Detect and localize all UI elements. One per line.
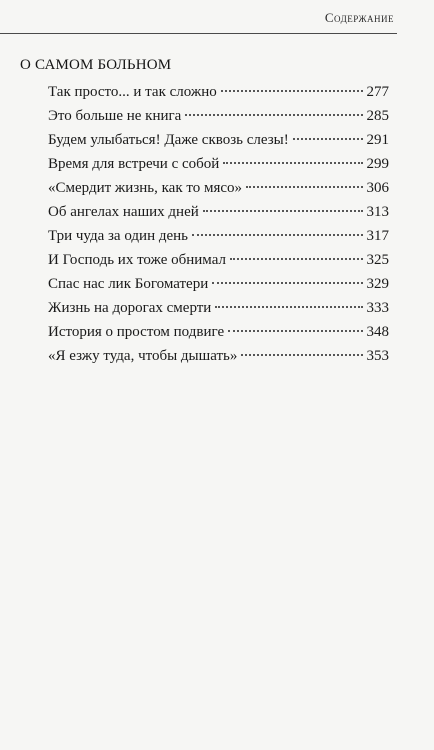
toc-entry-title: Три чуда за один день [48, 228, 189, 244]
toc-entry-page: 333 [366, 300, 389, 316]
toc-entry-title: Так просто... и так сложно [48, 84, 217, 100]
toc-entry-page: 291 [366, 132, 389, 148]
toc-entry-title: Жизнь на дорогах смерти [48, 300, 212, 316]
toc-entry-page: 313 [366, 204, 389, 220]
toc-entry-title: Время для встречи с собой [48, 156, 220, 172]
toc-entry [48, 176, 389, 200]
toc-entry [48, 104, 389, 128]
toc-entry-title: И Господь их тоже обнимал [48, 252, 226, 268]
dot-leader [246, 186, 362, 188]
toc-entry-page: 348 [366, 324, 389, 340]
toc-entry-title: Об ангелах наших дней [48, 204, 199, 220]
toc-entry [48, 80, 389, 104]
running-header: Содержание [324, 10, 394, 25]
dot-leader [223, 162, 362, 164]
section-title: О САМОМ БОЛЬНОМ [20, 57, 172, 73]
toc-entry-page: 299 [366, 156, 389, 172]
header-rule [0, 33, 397, 34]
toc-entry [48, 152, 389, 176]
dot-leader [228, 330, 362, 332]
toc-entry [48, 296, 389, 320]
toc-entry [48, 272, 389, 296]
toc-entry [48, 320, 389, 344]
dot-leader [230, 258, 363, 260]
toc-entry [48, 248, 389, 272]
toc-entry-title: «Я езжу туда, чтобы дышать» [48, 348, 238, 364]
toc-entry-page: 277 [366, 84, 389, 100]
toc-entry-page: 325 [366, 252, 389, 268]
toc-entry [48, 128, 389, 152]
toc-entry-page: 285 [366, 108, 389, 124]
toc-entry-title: «Смердит жизнь, как то мясо» [48, 180, 243, 196]
dot-leader [215, 306, 362, 308]
dot-leader [185, 114, 362, 116]
dot-leader [212, 282, 362, 284]
toc-entry-page: 317 [366, 228, 389, 244]
dot-leader [221, 90, 363, 92]
toc-entry [48, 224, 389, 248]
toc-entry-page: 353 [366, 348, 389, 364]
dot-leader [241, 354, 362, 356]
dot-leader [192, 234, 362, 236]
toc-entry-title: Спас нас лик Богоматери [48, 276, 209, 292]
toc-entry-title: Будем улыбаться! Даже сквозь слезы! [48, 132, 289, 148]
toc-entry-title: История о простом подвиге [48, 324, 225, 340]
dot-leader [203, 210, 363, 212]
dot-leader [293, 138, 363, 140]
toc-entry-page: 306 [366, 180, 389, 196]
toc-entry [48, 344, 389, 368]
table-of-contents [48, 80, 389, 368]
toc-entry [48, 200, 389, 224]
toc-entry-page: 329 [366, 276, 389, 292]
toc-entry-title: Это больше не книга [48, 108, 182, 124]
